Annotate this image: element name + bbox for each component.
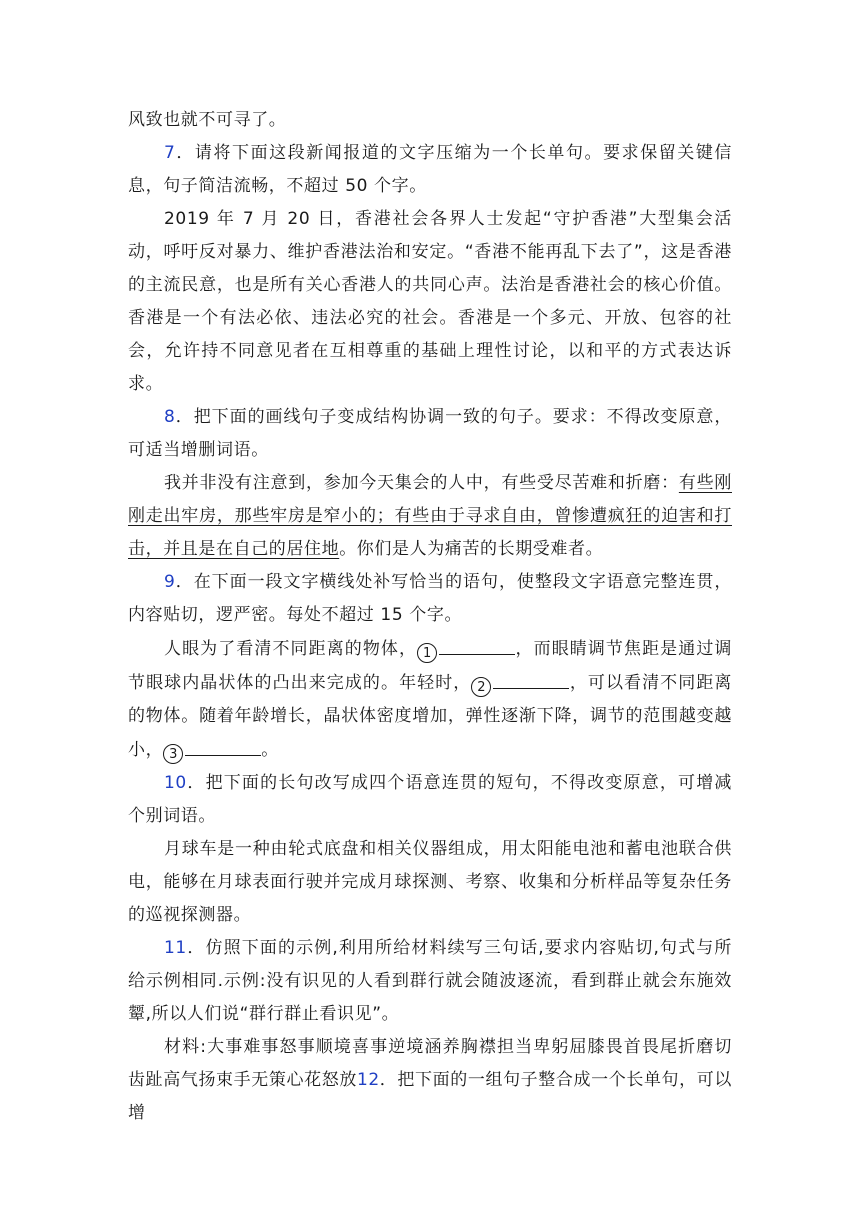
passage-text: 2019 年 7 月 20 日，香港社会各界人士发起“守护香港”大型集会活动，呼吁反对暴力、维护香港法治和安定。“香港不能再乱下去了”，这是香港的主流民意，也是所有关心香港人的共同心声。法治是香港社会的核心价值。香港是一个有法必依、违法必究的社会。香港是一个多元、开放、包容的社会，允许持不同意见者在互相尊重的基础上理性讨论，以和平的方式表达诉求。 <box>128 209 732 394</box>
question-number: 12 <box>356 1070 380 1090</box>
paragraph-text: 风致也就不可寻了。 <box>128 110 287 130</box>
question-prompt: ．把下面的长句改写成四个语意连贯的短句，不得改变原意，可增减个别词语。 <box>128 773 732 826</box>
question-7-passage <box>128 203 732 401</box>
question-prompt: ．请将下面这段新闻报道的文字压缩为一个长单句。要求保留关键信息，句子简洁流畅，不超过 50 个字。 <box>128 143 732 196</box>
question-9 <box>128 566 732 632</box>
answer-blank-1[interactable] <box>439 632 515 655</box>
answer-blank-3[interactable] <box>185 733 261 756</box>
circled-number-2: 2 <box>471 677 491 697</box>
passage-text: 。你们是人为痛苦的长期受难者。 <box>339 539 604 559</box>
answer-blank-2[interactable] <box>493 666 569 689</box>
passage-text: 月球车是一种由轮式底盘和相关仪器组成，用太阳能电池和蓄电池联合供电，能够在月球表面行驶并完成月球探测、考察、收集和分析样品等复杂任务的巡视探测器。 <box>128 839 732 925</box>
question-7 <box>128 137 732 203</box>
passage-text: 。 <box>261 740 279 760</box>
question-number: 8 <box>164 407 176 427</box>
question-number: 9 <box>164 572 176 592</box>
question-number: 11 <box>164 938 187 958</box>
question-10-passage <box>128 833 732 932</box>
circled-number-3: 3 <box>163 744 183 764</box>
question-11-material <box>128 1031 732 1130</box>
question-prompt: ．在下面一段文字横线处补写恰当的语句，使整段文字语意完整连贯，内容贴切，逻严密。每处不超过 15 个字。 <box>128 572 732 625</box>
question-8 <box>128 401 732 467</box>
question-8-passage <box>128 467 732 566</box>
question-11 <box>128 932 732 1031</box>
material-text: 材料:大事难事怒事顺境喜事逆境涵养胸襟担当卑躬屈膝畏首畏尾折磨切齿趾高气扬束手无策心花怒放 <box>128 1037 732 1090</box>
question-prompt: ．仿照下面的示例,利用所给材料续写三句话,要求内容贴切,句式与所给示例相同.示例:没有识见的人看到群行就会随波逐流，看到群止就会东施效颦,所以人们说“群行群止看识见”。 <box>128 938 732 1024</box>
passage-text: ，而眼睛调节焦距是通过调节眼球内晶状体的凸出来完成的。年轻时， <box>128 639 732 693</box>
document-body <box>128 104 732 1130</box>
question-9-passage <box>128 632 732 767</box>
question-number: 7 <box>164 143 176 163</box>
question-prompt: ．把下面的画线句子变成结构协调一致的句子。要求：不得改变原意，可适当增删词语。 <box>128 407 732 460</box>
passage-text: ，可以看清不同距离的物体。随着年龄增长，晶状体密度增加，弹性逐渐下降，调节的范围越变越小， <box>128 673 732 760</box>
passage-text: 我并非没有注意到，参加今天集会的人中，有些受尽苦难和折磨： <box>164 473 679 493</box>
passage-text: 人眼为了看清不同距离的物体， <box>164 639 418 659</box>
question-number: 10 <box>164 773 187 793</box>
circled-number-1: 1 <box>417 643 437 663</box>
underlined-sentence: 有些刚刚走出牢房，那些牢房是窄小的；有些由于寻求自由，曾惨遭疯狂的迫害和打击，并且是在自己的居住地 <box>128 473 732 559</box>
question-10 <box>128 767 732 833</box>
paragraph-continuation <box>128 104 732 137</box>
question-prompt: ．把下面的一组句子整合成一个长单句，可以增 <box>128 1070 732 1123</box>
